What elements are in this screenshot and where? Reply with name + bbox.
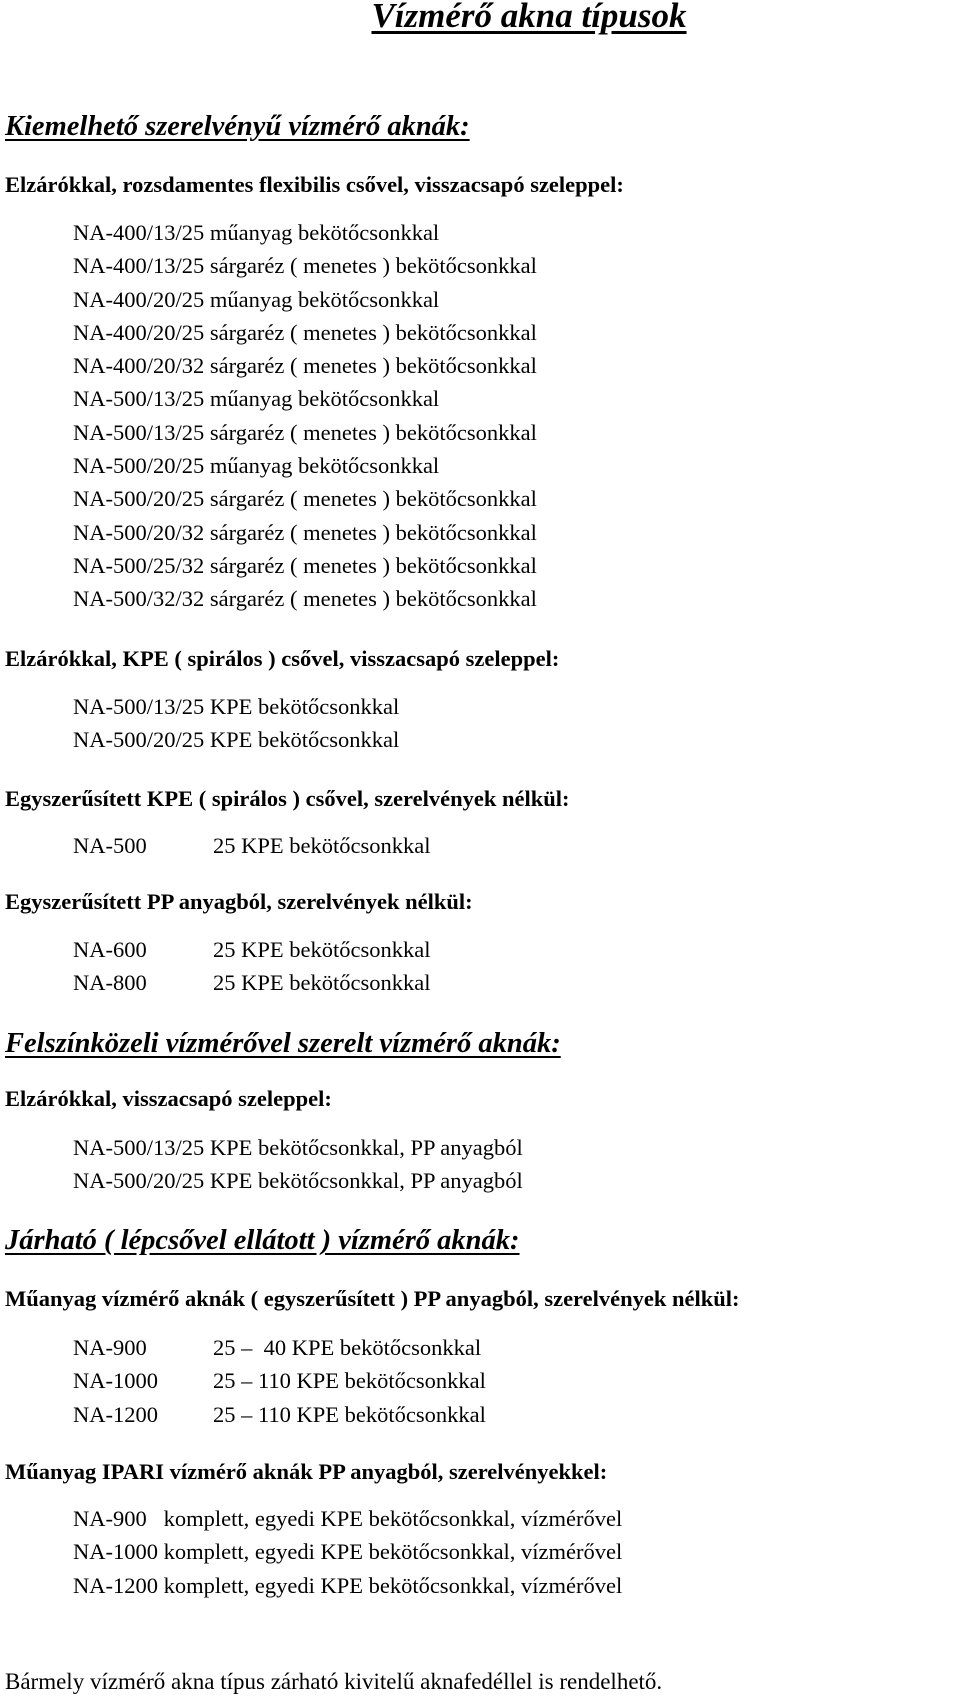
- list-item: NA-500/13/25 KPE bekötőcsonkkal: [73, 694, 400, 719]
- item-code: NA-600: [73, 937, 147, 962]
- list-egyszerusitett-kpe: [73, 829, 430, 862]
- subheading-rozsdamentes: Elzárókkal, rozsdamentes flexibilis csővel, visszacsapó szeleppel:: [5, 172, 624, 197]
- subheading-muanyag-ipari: Műanyag IPARI vízmérő aknák PP anyagból, szerelvényekkel:: [5, 1459, 608, 1484]
- item-code: NA-900: [73, 1335, 147, 1360]
- section-heading-kiemelheto: Kiemelhető szerelvényű vízmérő aknák:: [5, 111, 470, 142]
- list-item: NA-400/20/25 műanyag bekötőcsonkkal: [73, 286, 440, 312]
- list-item: NA-900 komplett, egyedi KPE bekötőcsonkkal, vízmérővel: [73, 1506, 623, 1531]
- list-item: NA-400/13/25 sárgaréz ( menetes ) bekötőcsonkkal: [73, 253, 537, 279]
- item-code: NA-800: [73, 970, 147, 996]
- list-item: NA-400/13/25 műanyag bekötőcsonkkal: [73, 220, 440, 245]
- list-item: NA-400/20/25 sárgaréz ( menetes ) bekötőcsonkkal: [73, 319, 537, 345]
- list-item: [73, 1331, 486, 1364]
- subheading-muanyag-egyszerusitett: Műanyag vízmérő aknák ( egyszerűsített ) PP anyagból, szerelvények nélkül:: [5, 1286, 740, 1311]
- list-item: NA-500/20/25 sárgaréz ( menetes ) bekötőcsonkkal: [73, 486, 537, 512]
- list-jarhato-egyszerusitett: [73, 1331, 486, 1431]
- section-heading-jarhato: Járható ( lépcsővel ellátott ) vízmérő aknák:: [5, 1225, 520, 1256]
- list-item: [73, 1398, 486, 1431]
- list-item: NA-500/25/32 sárgaréz ( menetes ) bekötőcsonkkal: [73, 552, 537, 578]
- list-item: NA-500/32/32 sárgaréz ( menetes ) bekötőcsonkkal: [73, 586, 537, 612]
- list-item: NA-500/20/25 KPE bekötőcsonkkal, PP anyagból: [73, 1168, 523, 1194]
- subheading-kpe-spiralos: Elzárókkal, KPE ( spirálos ) csővel, visszacsapó szeleppel:: [5, 646, 560, 671]
- item-desc: 25 KPE bekötőcsonkkal: [213, 970, 431, 996]
- page-title: [0, 0, 960, 36]
- section-heading-felszinkozeli: Felszínközeli vízmérővel szerelt vízmérő aknák:: [5, 1028, 561, 1059]
- subheading-egyszerusitett-pp: Egyszerűsített PP anyagból, szerelvények nélkül:: [5, 889, 473, 914]
- item-desc: 25 – 110 KPE bekötőcsonkkal: [213, 1368, 486, 1394]
- item-desc: 25 – 110 KPE bekötőcsonkkal: [213, 1401, 486, 1427]
- list-item: [73, 829, 430, 862]
- subheading-egyszerusitett-kpe: Egyszerűsített KPE ( spirálos ) csővel, szerelvények nélkül:: [5, 786, 570, 811]
- list-item: NA-1200 komplett, egyedi KPE bekötőcsonkkal, vízmérővel: [73, 1572, 623, 1598]
- item-code: NA-500: [73, 833, 147, 858]
- subheading-elzarokkal-visszacsapo: Elzárókkal, visszacsapó szeleppel:: [5, 1086, 332, 1111]
- item-code: NA-1000: [73, 1368, 158, 1394]
- list-item: [73, 966, 430, 999]
- list-item: [73, 1364, 486, 1397]
- list-item: NA-500/13/25 műanyag bekötőcsonkkal: [73, 386, 440, 412]
- list-item: [73, 933, 430, 966]
- list-rozsdamentes: [73, 216, 537, 616]
- list-item: NA-1000 komplett, egyedi KPE bekötőcsonkkal, vízmérővel: [73, 1539, 623, 1565]
- list-item: NA-500/13/25 KPE bekötőcsonkkal, PP anyagból: [73, 1135, 523, 1160]
- list-item: NA-500/20/25 KPE bekötőcsonkkal: [73, 727, 400, 753]
- list-item: NA-500/20/25 műanyag bekötőcsonkkal: [73, 453, 440, 479]
- list-item: NA-400/20/32 sárgaréz ( menetes ) bekötőcsonkkal: [73, 353, 537, 379]
- list-item: NA-500/13/25 sárgaréz ( menetes ) bekötőcsonkkal: [73, 419, 537, 445]
- item-desc: 25 KPE bekötőcsonkkal: [213, 937, 431, 962]
- list-egyszerusitett-pp: [73, 933, 430, 1000]
- list-item: NA-500/20/32 sárgaréz ( menetes ) bekötőcsonkkal: [73, 519, 537, 545]
- item-code: NA-1200: [73, 1401, 158, 1427]
- item-desc: 25 – 40 KPE bekötőcsonkkal: [213, 1335, 482, 1360]
- list-ipari: [73, 1502, 622, 1602]
- page-title-text: Vízmérő akna típusok: [371, 0, 687, 35]
- footer-note: Bármely vízmérő akna típus zárható kivitelű aknafedéllel is rendelhető.: [5, 1669, 663, 1694]
- list-felszinkozeli: [73, 1131, 523, 1198]
- item-desc: 25 KPE bekötőcsonkkal: [213, 833, 431, 858]
- list-kpe-spiralos: [73, 690, 399, 757]
